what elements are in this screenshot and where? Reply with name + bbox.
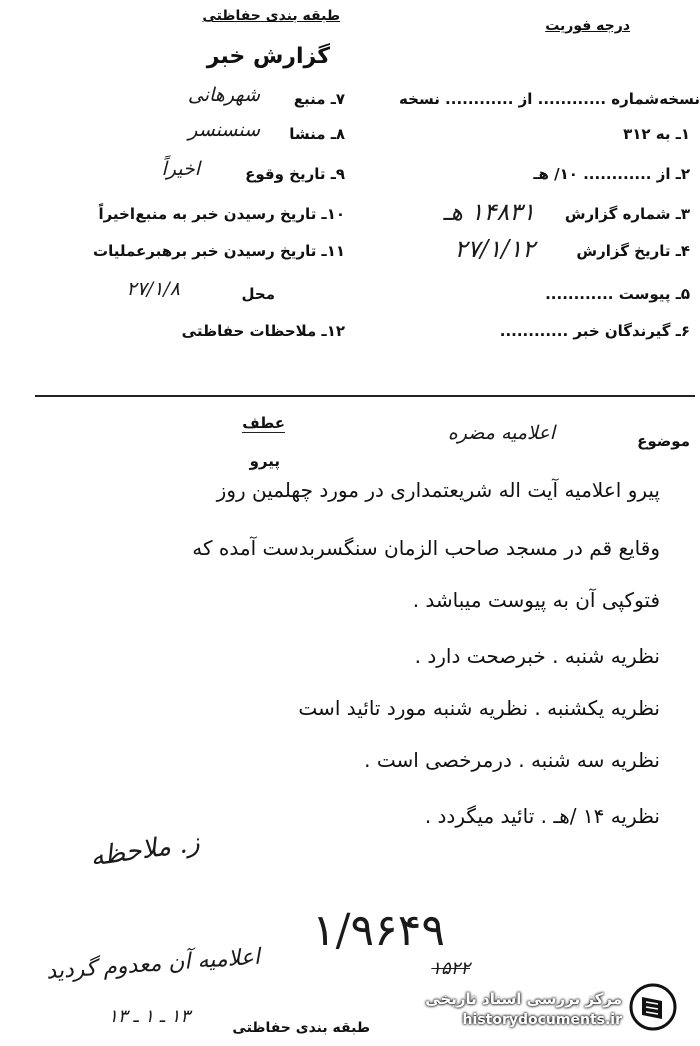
body-line-7: نظریه ۱۴ /هـ . تائید میگردد . — [424, 804, 660, 828]
field-event-date-value: اخیراً — [161, 158, 200, 180]
field-report-date-label: ۴ـ تاریخ گزارش — [576, 242, 690, 260]
subject-value: اعلامیه مضره — [447, 422, 555, 444]
priority-label: درجه فوریت — [545, 18, 630, 34]
body-line-4: نظریه شنبه . خبرصحت دارد . — [414, 644, 660, 668]
classification-footer: طبقه بندی حفاظتی — [232, 1020, 370, 1036]
handwritten-note: اعلامیه آن معدوم گردید — [45, 944, 261, 985]
handwritten-number-small: ۱۵۲۲ — [431, 958, 470, 979]
body-line-6: نظریه سه شنبه . درمرخصی است . — [364, 748, 660, 772]
field-ops-date-label: ۱۱ـ تاریخ رسیدن خبر برهبرعملیات — [93, 242, 345, 260]
field-security-notes: ۱۲ـ ملاحظات حفاظتی — [181, 322, 345, 340]
field-source-value: شهرهانی — [187, 84, 260, 106]
field-recipients: ۶ـ گیرندگان خبر ............ — [499, 322, 690, 340]
handwritten-note-date: ۱۳ ـ ۱ ـ ۱۳ — [108, 1006, 190, 1027]
field-location-value: ۲۷/۱/۸ — [126, 278, 180, 300]
subject-label: موضوع — [637, 432, 690, 450]
handwritten-number: ۱/۹۶۴۹ — [312, 905, 445, 956]
field-event-date-label: ۹ـ تاریخ وقوع — [245, 165, 345, 183]
field-report-number-value: ۱۴۸۳۱ هـ — [443, 198, 535, 226]
field-from: ۲ـ از ............ ۱۰/ هـ — [533, 165, 690, 183]
field-receipt-date-label: ۱۰ـ تاریخ رسیدن خبر به منبع — [135, 205, 345, 223]
watermark-text: مرکز بررسی اسناد تاریخی — [425, 990, 622, 1008]
body-line-1: پیرو اعلامیه آیت اله شریعتمداری در مورد چهلمین روز — [216, 478, 660, 502]
copy-number-field: نسخه‌شماره ............ از ............ نسخه — [399, 90, 700, 108]
field-attachment: ۵ـ پیوست ............ — [545, 285, 690, 303]
field-location-label: محل — [241, 285, 275, 303]
archive-logo-icon — [628, 983, 678, 1031]
field-origin-label: ۸ـ منشا — [289, 125, 345, 143]
reference-label: عطف — [242, 414, 285, 432]
field-origin-value: سنسنسر — [188, 119, 260, 141]
body-line-2: وقایع قم در مسجد صاحب الزمان سنگسربدست آمده که — [192, 536, 660, 560]
classification-header: طبقه بندی حفاظتی — [202, 8, 340, 24]
field-receipt-date-value: اخیراً — [98, 205, 135, 223]
section-divider — [35, 395, 695, 397]
followup-label: پیرو — [249, 452, 280, 470]
field-source-label: ۷ـ منبع — [293, 90, 345, 108]
field-to: ۱ـ به ۳۱۲ — [623, 125, 690, 143]
field-report-number-label: ۳ـ شماره گزارش — [564, 205, 690, 223]
body-line-3: فتوکپی آن به پیوست میباشد . — [412, 588, 660, 612]
body-line-5: نظریه یکشنبه . نظریه شنبه مورد تائید است — [298, 696, 660, 720]
handwritten-signature: ز. ملاحظه — [88, 827, 202, 873]
watermark-url: historydocuments.ir — [462, 1012, 622, 1028]
field-report-date-value: ۲۷/۱/۱۲ — [454, 235, 535, 263]
page-title: گزارش خبر — [206, 44, 330, 69]
